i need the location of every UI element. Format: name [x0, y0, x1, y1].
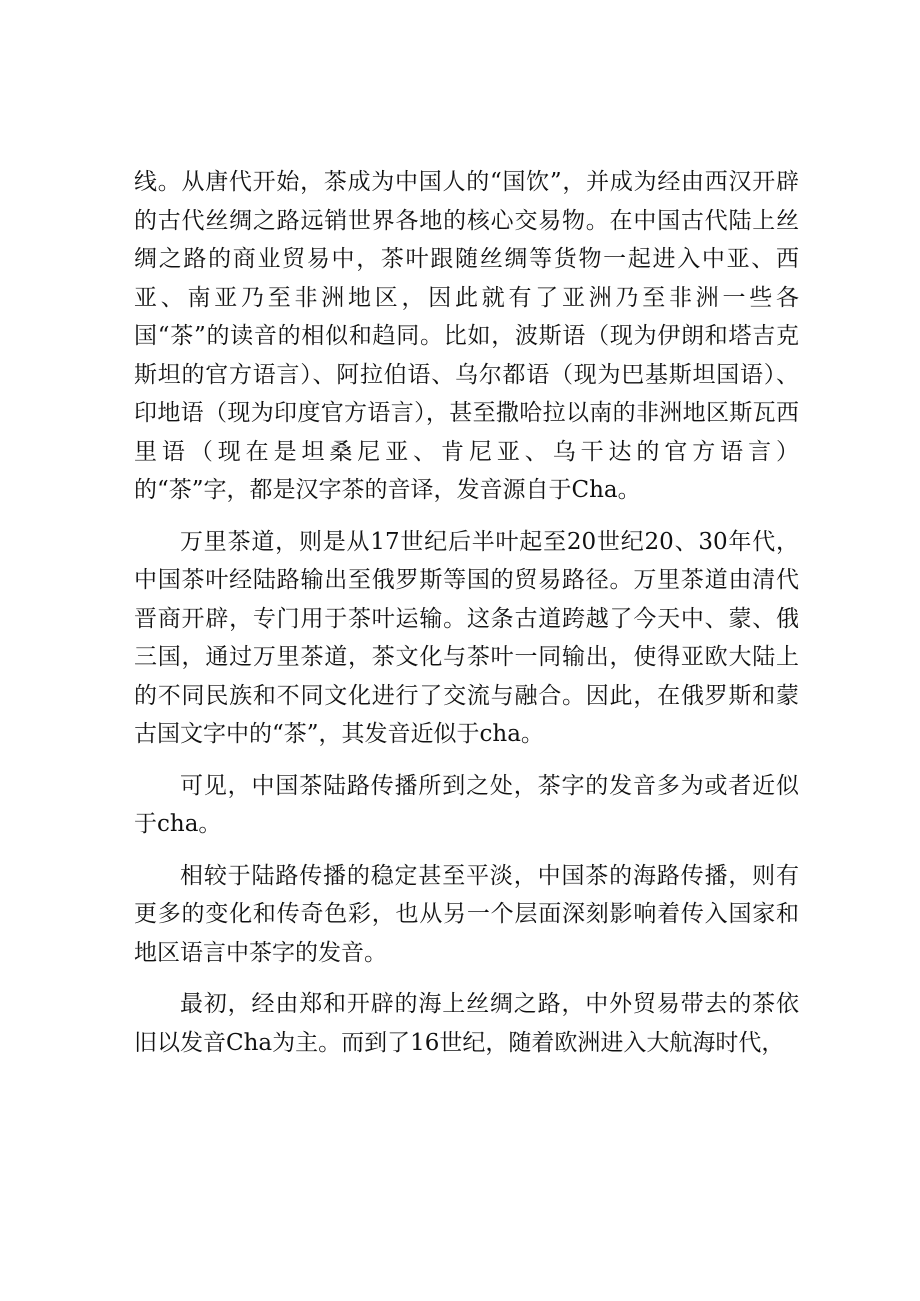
paragraph-2: 万里茶道，则是从17世纪后半叶起至20世纪20、30年代，中国茶叶经陆路输出至俄罗斯等国的贸易路径。万里茶道由清代晋商开辟，专门用于茶叶运输。这条古道跨越了今天中、蒙、俄三国，通过万里茶道，茶文化与茶叶一同输出，使得亚欧大陆上的不同民族和不同文化进行了交流与融合。因此，在俄罗斯和蒙古国文字中的“茶”，其发音近似于cha。 — [134, 528, 799, 747]
paragraph-3: 可见，中国茶陆路传播所到之处，茶字的发音多为或者近似于cha。 — [134, 772, 799, 837]
paragraph-4: 相较于陆路传播的稳定甚至平淡，中国茶的海路传播，则有更多的变化和传奇色彩，也从另一个层面深刻影响着传入国家和地区语言中茶字的发音。 — [134, 862, 799, 966]
paragraph-5: 最初，经由郑和开辟的海上丝绸之路，中外贸易带去的茶依旧以发音Cha为主。而到了16世纪，随着欧洲进入大航海时代， — [134, 991, 799, 1056]
paragraph-1: 线。从唐代开始，茶成为中国人的“国饮”，并成为经由西汉开辟的古代丝绸之路远销世界各地的核心交易物。在中国古代陆上丝绸之路的商业贸易中，茶叶跟随丝绸等货物一起进入中亚、西亚、南亚乃至非洲地区，因此就有了亚洲乃至非洲一些各国“茶”的读音的相似和趋同。比如，波斯语（现为伊朗和塔吉克斯坦的官方语言）、阿拉伯语、乌尔都语（现为巴基斯坦国语）、印地语（现为印度官方语言），甚至撒哈拉以南的非洲地区斯瓦西里语（现在是坦桑尼亚、肯尼亚、乌干达的官方语言）的“茶”字，都是汉字茶的音译，发音源自于Cha。 — [134, 169, 799, 503]
document-body — [134, 163, 799, 1075]
